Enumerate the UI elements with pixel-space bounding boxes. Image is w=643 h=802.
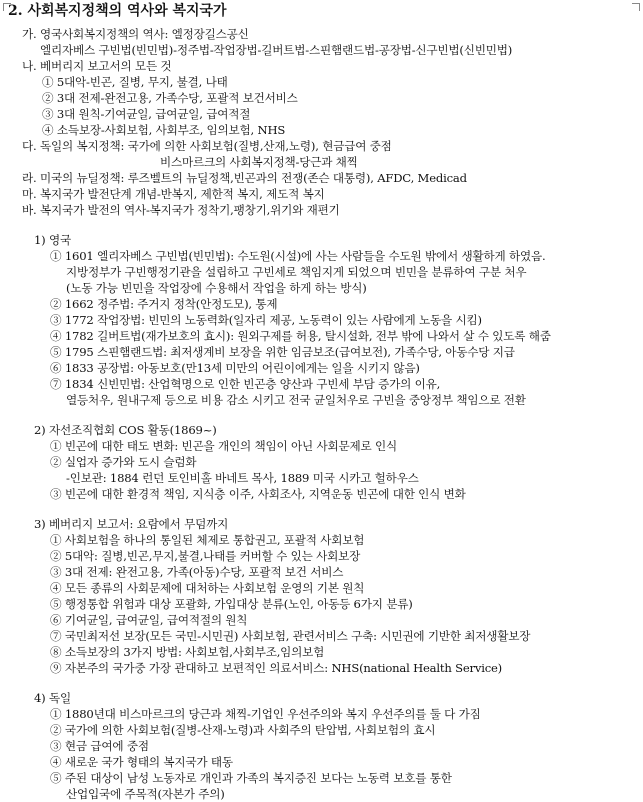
text-line: ⑧ 소득보장의 3가지 방법: 사회보험,사회부조,임의보험 bbox=[50, 645, 325, 659]
text-line: 2) 자선조직협회 COS 활동(1869~) bbox=[34, 423, 217, 437]
text-line: 열등처우, 원내구제 등으로 비용 감소 시키고 전국 균일처우로 구빈을 중앙정부 책임으로 전환 bbox=[66, 393, 526, 407]
text-line: ⑨ 자본주의 국가중 가장 관대하고 보편적인 의료서비스: NHS(national Health Service) bbox=[50, 661, 502, 675]
text-line: ① 1601 엘리자베스 구빈법(빈민법): 수도원(시설)에 사는 사람들을 수도원 밖에서 생활하게 하였음. bbox=[50, 249, 546, 263]
text-line: ③ 3대 전제: 완전고용, 가족(아동)수당, 포괄적 보건 서비스 bbox=[50, 565, 344, 579]
text-line: 산업입국에 주목적(자본가 주의) bbox=[66, 787, 225, 801]
text-line: ④ 1782 길버트법(재가보호의 효시): 원외구제를 허용, 탈시설화, 전부 밖에 나와서 살 수 있도록 해줌 bbox=[50, 329, 551, 343]
text-line: ⑥ 1833 공장법: 아동보호(만13세 미만의 어린이에게는 일을 시키지 않음) bbox=[50, 361, 420, 375]
text-line: ② 국가에 의한 사회보험(질병-산재-노령)과 사회주의 탄압법, 사회보험의 효시 bbox=[50, 723, 436, 737]
text-line: 라. 미국의 뉴딜정책: 루즈벨트의 뉴딜정책,빈곤과의 전쟁(존슨 대통령), AFDC, Medicad bbox=[22, 171, 467, 185]
text-line: 1) 영국 bbox=[34, 233, 71, 247]
text-line: 나. 베버리지 보고서의 모든 것 bbox=[22, 59, 172, 73]
text-line: ④ 모든 종류의 사회문제에 대처하는 사회보험 운영의 기본 원칙 bbox=[50, 581, 365, 595]
text-line: 가. 영국사회복지정책의 역사: 엘정장길스공신 bbox=[22, 27, 249, 41]
text-line: ③ 1772 작업장법: 빈민의 노동력화(일자리 제공, 노동력이 있는 사람에게 노동을 시킴) bbox=[50, 313, 482, 327]
text-line: ③ 현금 급여에 중점 bbox=[50, 739, 149, 753]
text-line: ② 1662 정주법: 주거지 정착(안정도모), 통제 bbox=[50, 297, 278, 311]
text-line: 바. 복지국가 발전의 역사-복지국가 정착기,팽창기,위기와 재편기 bbox=[22, 203, 340, 217]
text-line: ③ 빈곤에 대한 환경적 책임, 지식층 이주, 사회조사, 지역운동 빈곤에 대한 인식 변화 bbox=[50, 487, 466, 501]
text-line: 엘리자베스 구빈법(빈민법)-정주법-작업장법-길버트법-스핀햄랜드법-공장법-신구빈법(신빈민법) bbox=[40, 43, 513, 57]
text-line: ⑤ 주된 대상이 남성 노동자로 개인과 가족의 복지증진 보다는 노동력 보호를 통한 bbox=[50, 771, 452, 785]
text-line: 지방정부가 구빈행정기관을 설립하고 구빈세로 책임지게 되었으며 빈민을 분류하여 구분 처우 bbox=[66, 265, 527, 279]
text-line: ⑦ 1834 신빈민법: 산업혁명으로 인한 빈곤층 양산과 구빈세 부담 증가의 이유, bbox=[50, 377, 441, 391]
text-line: ⑥ 기여균일, 급여균일, 급여적절의 원칙 bbox=[50, 613, 248, 627]
text-line: ⑦ 국민최저선 보장(모든 국민-시민권) 사회보험, 관련서비스 구축: 시민권에 기반한 최저생활보장 bbox=[50, 629, 531, 643]
text-line: ② 5대악: 질병,빈곤,무지,불결,나태를 커버할 수 있는 사회보장 bbox=[50, 549, 361, 563]
text-line: ① 1880년대 비스마르크의 당근과 채찍-기업인 우선주의와 복지 우선주의를 둘 다 가짐 bbox=[50, 707, 481, 721]
text-line: ⑤ 1795 스핀햄랜드법: 최저생계비 보장을 위한 임금보조(급여보전), 가족수당, 아동수당 지급 bbox=[50, 345, 515, 359]
text-line: 2. 사회복지정책의 역사와 복지국가 bbox=[8, 3, 227, 19]
text-line: -인보관: 1884 런던 토인비홀 바네트 목사, 1889 미국 시카고 헐하우스 bbox=[66, 471, 419, 485]
text-line: ④ 새로운 국가 형태의 복지국가 태동 bbox=[50, 755, 233, 769]
text-line: 4) 독일 bbox=[34, 691, 71, 705]
text-line: ⑤ 행정통합 위험과 대상 포괄화, 가입대상 분류(노인, 아동등 6가지 분류) bbox=[50, 597, 413, 611]
text-line: ③ 3대 원칙-기여균일, 급여균일, 급여적절 bbox=[42, 107, 251, 121]
text-line: ① 5대악-빈곤, 질병, 무지, 불결, 나태 bbox=[42, 75, 228, 89]
text-line: ① 사회보험을 하나의 통일된 체제로 통합권고, 포괄적 사회보험 bbox=[50, 533, 365, 547]
text-line: ④ 소득보장-사회보험, 사회부조, 임의보험, NHS bbox=[42, 123, 286, 137]
text-line: 마. 복지국가 발전단계 개념-반복지, 제한적 복지, 제도적 복지 bbox=[22, 187, 325, 201]
text-line: 다. 독일의 복지정책: 국가에 의한 사회보험(질병,산재,노령), 현금급여 중점 bbox=[22, 139, 392, 153]
text-line: ② 3대 전제-완전고용, 가족수당, 포괄적 보건서비스 bbox=[42, 91, 298, 105]
page-corner-mark bbox=[632, 3, 640, 11]
text-line: ② 실업자 증가와 도시 슬럼화 bbox=[50, 455, 197, 469]
text-line: (노동 가능 빈민을 작업장에 수용해서 작업을 하게 하는 방식) bbox=[66, 281, 367, 295]
text-line: 3) 베버리지 보고서: 요람에서 무덤까지 bbox=[34, 517, 229, 531]
text-line: ① 빈곤에 대한 태도 변화: 빈곤을 개인의 책임이 아닌 사회문제로 인식 bbox=[50, 439, 397, 453]
text-line: 비스마르크의 사회복지정책-당근과 채찍 bbox=[160, 155, 358, 169]
